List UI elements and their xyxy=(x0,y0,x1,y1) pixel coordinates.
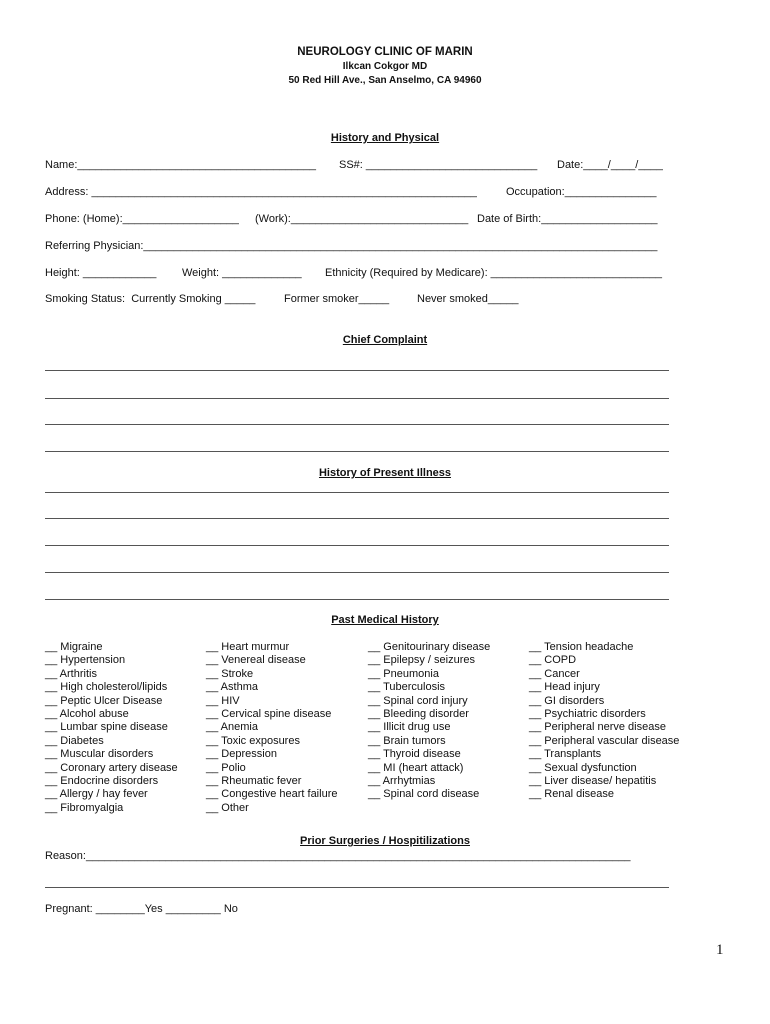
history-item[interactable]: __ Arrhytmias xyxy=(368,775,436,788)
history-item[interactable]: __ Peptic Ulcer Disease xyxy=(45,694,163,707)
chief-complaint-line-4[interactable] xyxy=(45,451,669,452)
section-present-illness: History of Present Illness xyxy=(318,467,452,479)
occupation-field[interactable]: Occupation:_______________ xyxy=(506,186,657,198)
history-item[interactable]: __ Thyroid disease xyxy=(368,748,461,761)
history-item[interactable]: __ Other xyxy=(206,801,249,814)
history-item[interactable]: __ Lumbar spine disease xyxy=(45,721,168,734)
history-item[interactable]: __ COPD xyxy=(529,654,577,667)
phone-home-field[interactable]: Phone: (Home):___________________ xyxy=(45,213,239,225)
ss-field[interactable]: SS#: ____________________________ xyxy=(339,159,538,171)
section-past-medical-history: Past Medical History xyxy=(331,614,439,626)
history-item[interactable]: __ Genitourinary disease xyxy=(368,641,491,653)
history-item[interactable]: __ Depression xyxy=(206,748,277,761)
history-item[interactable]: __ Diabetes xyxy=(45,734,104,747)
history-item[interactable]: __ Renal disease xyxy=(529,788,615,801)
history-item[interactable]: __ Transplants xyxy=(529,748,602,761)
history-item[interactable]: __ Head injury xyxy=(529,681,600,694)
history-item[interactable]: __ Brain tumors xyxy=(368,734,446,747)
history-item[interactable]: __ Psychiatric disorders xyxy=(529,708,646,721)
smoking-former-field[interactable]: Former smoker_____ xyxy=(284,293,390,305)
history-item[interactable]: __ Muscular disorders xyxy=(45,748,154,761)
clinic-name: NEUROLOGY CLINIC OF MARIN xyxy=(297,46,473,58)
history-item[interactable]: __ Arthritis xyxy=(45,667,97,680)
history-item[interactable]: __ High cholesterol/lipids xyxy=(45,681,168,694)
reason-line-2[interactable] xyxy=(45,887,669,888)
history-item[interactable]: __ Stroke xyxy=(206,667,254,680)
history-item[interactable]: __ Peripheral nerve disease xyxy=(529,721,666,734)
chief-complaint-line-1[interactable] xyxy=(45,370,669,371)
present-illness-line-5[interactable] xyxy=(45,599,669,600)
history-item[interactable]: __ Cervical spine disease xyxy=(206,708,332,721)
history-item[interactable]: __ GI disorders xyxy=(529,694,605,707)
history-item[interactable]: __ Coronary artery disease xyxy=(45,761,178,774)
height-field[interactable]: Height: ____________ xyxy=(45,267,157,279)
history-item[interactable]: __ Tension headache xyxy=(529,641,634,653)
date-field[interactable]: Date:____/____/____ xyxy=(557,159,663,171)
present-illness-line-4[interactable] xyxy=(45,572,669,573)
ethnicity-field[interactable]: Ethnicity (Required by Medicare): ____________________________ xyxy=(325,267,662,279)
history-item[interactable]: __ Pneumonia xyxy=(368,667,439,680)
history-item[interactable]: __ Peripheral vascular disease xyxy=(529,734,680,747)
history-column-2 xyxy=(206,641,337,815)
history-item[interactable]: __ Polio xyxy=(206,761,246,774)
history-column-4 xyxy=(529,641,679,802)
history-item[interactable]: __ Epilepsy / seizures xyxy=(368,654,475,667)
chief-complaint-line-2[interactable] xyxy=(45,398,669,399)
history-item[interactable]: __ MI (heart attack) xyxy=(368,761,464,774)
section-chief-complaint: Chief Complaint xyxy=(342,334,428,346)
history-item[interactable]: __ Illicit drug use xyxy=(368,721,451,734)
history-item[interactable]: __ Spinal cord injury xyxy=(368,694,468,707)
history-item[interactable]: __ Endocrine disorders xyxy=(45,775,159,788)
history-item[interactable]: __ Anemia xyxy=(206,721,258,734)
referring-physician-field[interactable]: Referring Physician:____________________________________________________________________________________ xyxy=(45,240,658,252)
history-item[interactable]: __ Venereal disease xyxy=(206,654,306,667)
history-item[interactable]: __ Toxic exposures xyxy=(206,734,300,747)
smoking-current-field[interactable]: Smoking Status: Currently Smoking _____ xyxy=(45,293,256,305)
name-field[interactable]: Name:_______________________________________ xyxy=(45,159,316,171)
present-illness-line-3[interactable] xyxy=(45,545,669,546)
present-illness-line-2[interactable] xyxy=(45,518,669,519)
history-column-1 xyxy=(45,641,178,815)
phone-work-field[interactable]: (Work):_____________________________ xyxy=(255,213,469,225)
section-prior-surgeries: Prior Surgeries / Hospitilizations xyxy=(300,835,470,847)
clinic-address: 50 Red Hill Ave., San Anselmo, CA 94960 xyxy=(288,75,482,86)
history-item[interactable]: __ Allergy / hay fever xyxy=(45,788,148,801)
history-item[interactable]: __ Asthma xyxy=(206,681,258,694)
smoking-never-field[interactable]: Never smoked_____ xyxy=(417,293,519,305)
history-item[interactable]: __ Bleeding disorder xyxy=(368,708,469,721)
history-column-3 xyxy=(368,641,490,802)
doctor-name: Ilkcan Cokgor MD xyxy=(342,61,428,72)
reason-field[interactable]: Reason:_________________________________________________________________________________________ xyxy=(45,850,631,862)
page-number: 1 xyxy=(716,942,724,958)
section-history-physical: History and Physical xyxy=(330,132,440,144)
history-item[interactable]: __ Liver disease/ hepatitis xyxy=(529,775,657,788)
history-item[interactable]: __ Tuberculosis xyxy=(368,681,446,694)
history-item[interactable]: __ Hypertension xyxy=(45,654,126,667)
history-item[interactable]: __ HIV xyxy=(206,694,240,707)
history-item[interactable]: __ Spinal cord disease xyxy=(368,788,480,801)
address-field[interactable]: Address: _______________________________________________________________ xyxy=(45,186,477,198)
present-illness-line-1[interactable] xyxy=(45,492,669,493)
history-item[interactable]: __ Sexual dysfunction xyxy=(529,761,637,774)
history-item[interactable]: __ Alcohol abuse xyxy=(45,708,129,721)
pregnant-field[interactable]: Pregnant: ________Yes _________ No xyxy=(45,903,238,915)
history-item[interactable]: __ Migraine xyxy=(45,641,103,653)
chief-complaint-line-3[interactable] xyxy=(45,424,669,425)
history-item[interactable]: __ Heart murmur xyxy=(206,641,290,653)
history-item[interactable]: __ Rheumatic fever xyxy=(206,775,302,788)
history-item[interactable]: __ Congestive heart failure xyxy=(206,788,338,801)
weight-field[interactable]: Weight: _____________ xyxy=(182,267,302,279)
date-of-birth-field[interactable]: Date of Birth:___________________ xyxy=(477,213,658,225)
history-item[interactable]: __ Cancer xyxy=(529,667,580,680)
history-item[interactable]: __ Fibromyalgia xyxy=(45,801,124,814)
